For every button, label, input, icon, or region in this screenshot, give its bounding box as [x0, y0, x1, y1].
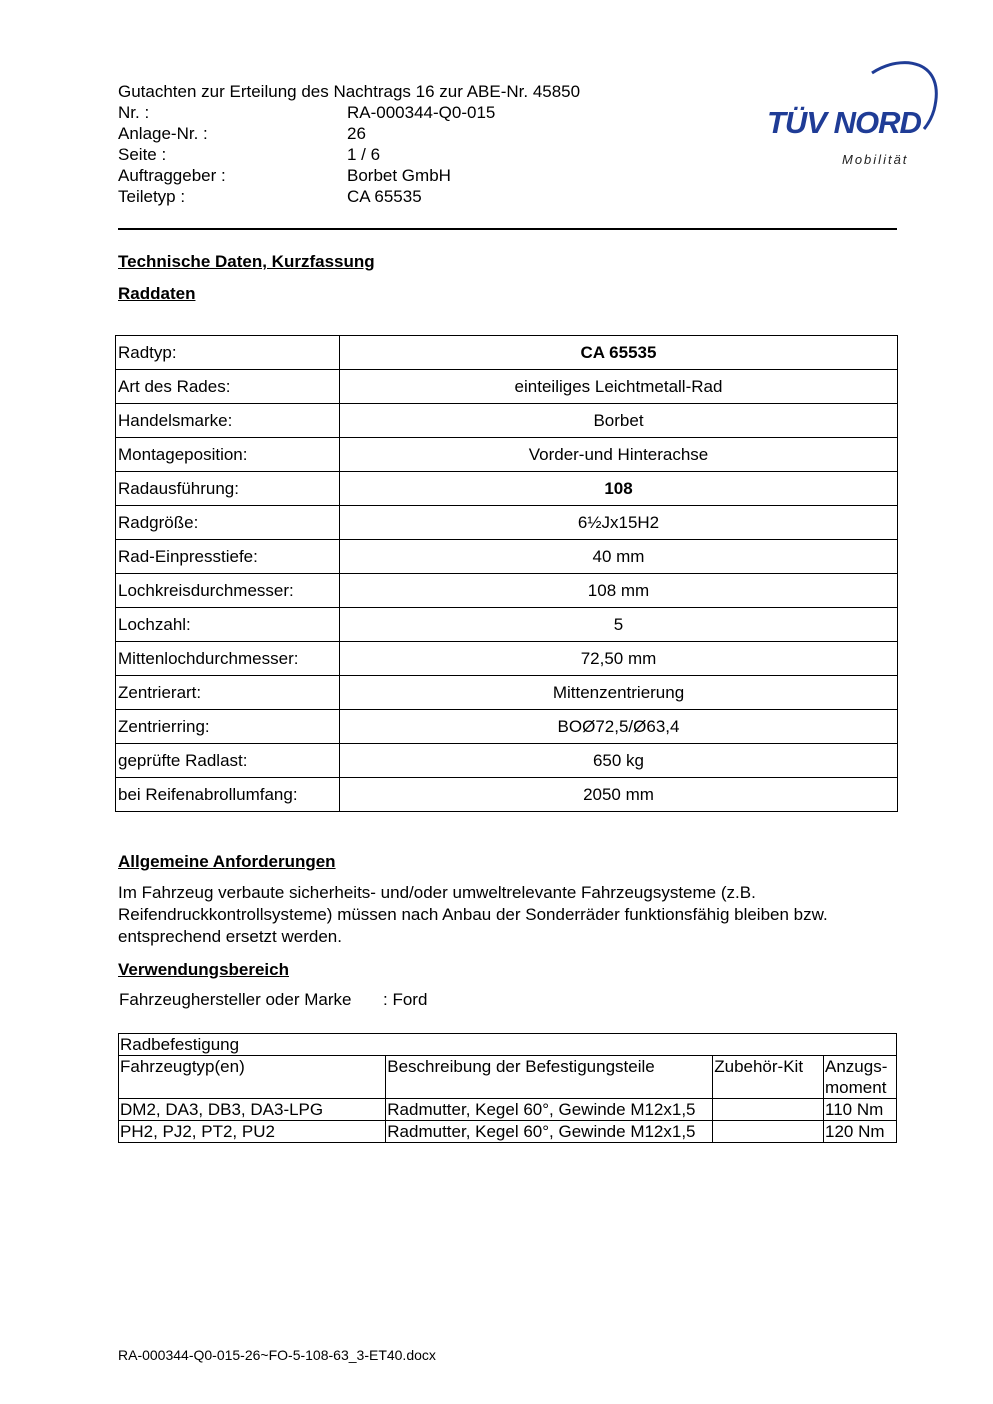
usage-heading: Verwendungsbereich [118, 960, 289, 979]
wheel-data-value: 5 [340, 608, 898, 642]
logo-brand: TÜV NORD [767, 105, 921, 140]
wheel-data-value: BOØ72,5/Ø63,4 [340, 710, 898, 744]
vehicle-types-cell: DM2, DA3, DB3, DA3-LPG [119, 1099, 386, 1121]
accessory-kit-cell [713, 1121, 824, 1143]
wheel-data-value: einteiliges Leichtmetall-Rad [340, 370, 898, 404]
mount-header-cell: Zubehör-Kit [713, 1056, 824, 1099]
header-row-teiletyp [118, 186, 580, 207]
wheel-data-key: Radgröße: [116, 506, 340, 540]
wheel-data-value: Borbet [340, 404, 898, 438]
header-label: Auftraggeber : [118, 166, 226, 185]
mount-header-cell: Beschreibung der Befestigungsteile [386, 1056, 713, 1099]
header-value: 1 / 6 [347, 145, 381, 164]
vehicle-maker-line [119, 990, 427, 1010]
wheel-data-key: bei Reifenabrollumfang: [116, 778, 340, 812]
wheel-data-key: Radausführung: [116, 472, 340, 506]
table-row [116, 506, 898, 540]
wheel-data-key: Handelsmarke: [116, 404, 340, 438]
wheel-data-key: Lochzahl: [116, 608, 340, 642]
torque-cell: 120 Nm [824, 1121, 897, 1143]
table-row [116, 472, 898, 506]
wheel-data-heading: Raddaten [118, 284, 196, 303]
header-label: Seite : [118, 145, 167, 164]
footer-filename: RA-000344-Q0-015-26~FO-5-108-63_3-ET40.docx [118, 1347, 436, 1363]
header-label: Teiletyp : [118, 187, 186, 206]
wheel-data-key: Art des Rades: [116, 370, 340, 404]
header-value: Borbet GmbH [347, 166, 451, 185]
vehicle-types-cell: PH2, PJ2, PT2, PU2 [119, 1121, 386, 1143]
mount-caption-row [119, 1034, 897, 1056]
table-row [119, 1099, 897, 1121]
table-row [116, 676, 898, 710]
wheel-data-key: Rad-Einpresstiefe: [116, 540, 340, 574]
accessory-kit-cell [713, 1099, 824, 1121]
wheel-data-table [115, 335, 898, 812]
wheel-data-key: Montageposition: [116, 438, 340, 472]
header-label: Nr. : [118, 103, 150, 122]
wheel-data-value: Vorder-und Hinterachse [340, 438, 898, 472]
table-row [119, 1121, 897, 1143]
fastener-description-cell: Radmutter, Kegel 60°, Gewinde M12x1,5 [386, 1121, 713, 1143]
wheel-data-value: 108 [340, 472, 898, 506]
general-requirements-heading: Allgemeine Anforderungen [118, 852, 336, 871]
table-row [116, 540, 898, 574]
table-row [116, 404, 898, 438]
wheel-data-key: Zentrierring: [116, 710, 340, 744]
mount-header-cell: Anzugs-moment [824, 1056, 897, 1099]
table-row [116, 336, 898, 370]
logo-subtitle: Mobilität [842, 152, 909, 167]
document-title: Gutachten zur Erteilung des Nachtrags 16 zur ABE-Nr. 45850 [118, 82, 581, 101]
table-row [116, 778, 898, 812]
wheel-data-value: 650 kg [340, 744, 898, 778]
wheel-data-value: Mittenzentrierung [340, 676, 898, 710]
wheel-data-value: 6½Jx15H2 [340, 506, 898, 540]
wheel-data-value: 72,50 mm [340, 642, 898, 676]
wheel-data-key: Zentrierart: [116, 676, 340, 710]
table-row [116, 438, 898, 472]
vehicle-maker-label: Fahrzeughersteller oder Marke [119, 990, 352, 1009]
wheel-mounting-table [118, 1033, 897, 1143]
wheel-data-value: 40 mm [340, 540, 898, 574]
mount-header-cell: Fahrzeugtyp(en) [119, 1056, 386, 1099]
table-row [116, 608, 898, 642]
header-row-auftraggeber [118, 165, 580, 186]
general-requirements-text: Im Fahrzeug verbaute sicherheits- und/oder umweltrelevante Fahrzeugsysteme (z.B. Reifendruckkontrollsysteme) müssen nach Anbau der Sonderräder funktionsfähig bleiben bzw. entsprechend ersetzt werden. [118, 883, 828, 946]
wheel-data-key: Mittenlochdurchmesser: [116, 642, 340, 676]
header-label: Anlage-Nr. : [118, 124, 208, 143]
header-value: CA 65535 [347, 187, 422, 206]
tuev-nord-logo [762, 55, 942, 175]
mount-caption: Radbefestigung [119, 1034, 897, 1056]
table-row [116, 642, 898, 676]
header-value: RA-000344-Q0-015 [347, 103, 496, 122]
section-title: Technische Daten, Kurzfassung [118, 252, 375, 271]
header-value: 26 [347, 124, 366, 143]
vehicle-maker-value: : Ford [383, 990, 428, 1009]
torque-cell: 110 Nm [824, 1099, 897, 1121]
fastener-description-cell: Radmutter, Kegel 60°, Gewinde M12x1,5 [386, 1099, 713, 1121]
wheel-data-value: 108 mm [340, 574, 898, 608]
wheel-data-value: 2050 mm [340, 778, 898, 812]
wheel-data-key: Radtyp: [116, 336, 340, 370]
table-row [116, 574, 898, 608]
document-header [118, 81, 580, 207]
table-row [116, 370, 898, 404]
table-row [116, 744, 898, 778]
wheel-data-value: CA 65535 [340, 336, 898, 370]
header-row-seite [118, 144, 580, 165]
mount-header-row [119, 1056, 897, 1099]
header-divider [118, 228, 897, 230]
header-row-anlage [118, 123, 580, 144]
header-row-nr [118, 102, 580, 123]
wheel-data-key: Lochkreisdurchmesser: [116, 574, 340, 608]
wheel-data-key: geprüfte Radlast: [116, 744, 340, 778]
table-row [116, 710, 898, 744]
